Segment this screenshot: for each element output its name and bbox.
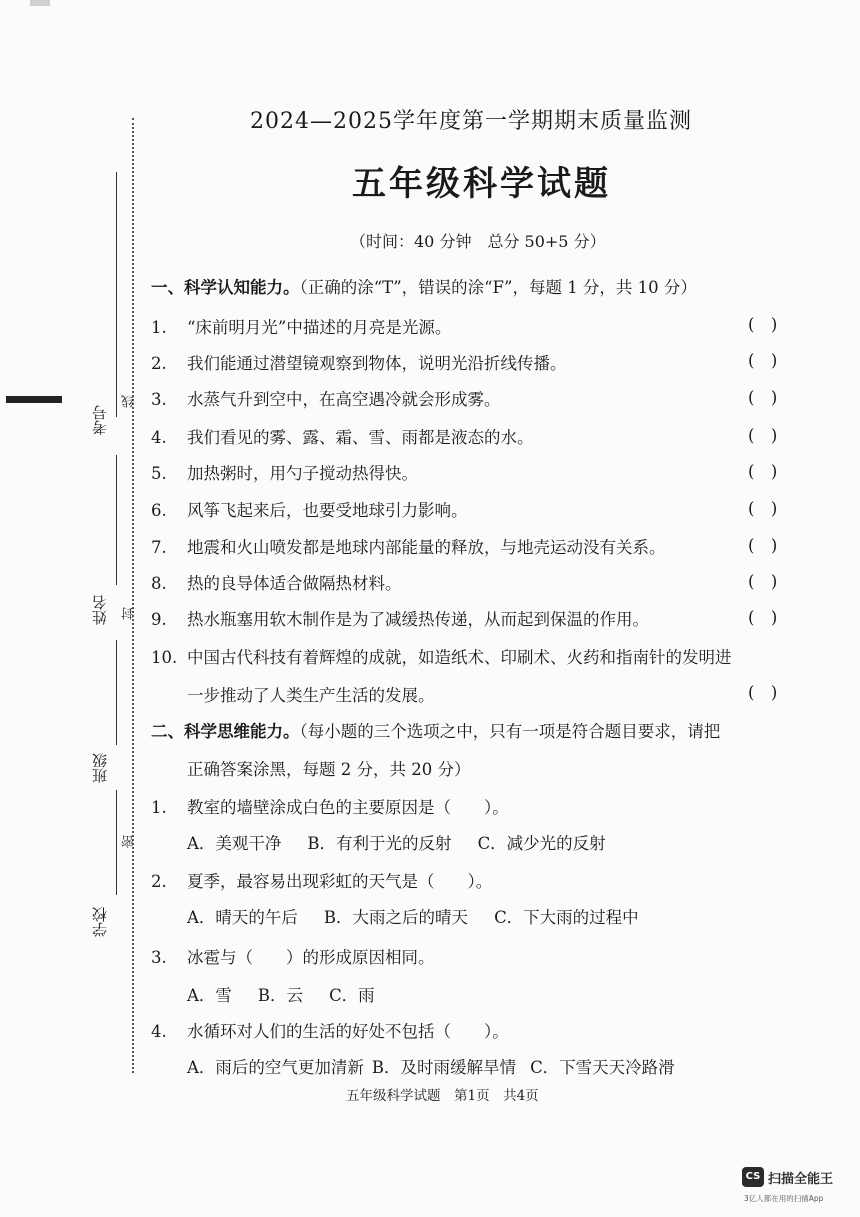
answer-paren[interactable]: ( ): [748, 499, 778, 518]
answer-paren[interactable]: ( ): [748, 536, 778, 555]
tf-item: 5. 加热粥时，用勺子搅动热得快。: [151, 464, 418, 483]
mc-options: [187, 982, 401, 1006]
answer-paren[interactable]: ( ): [748, 462, 778, 481]
option-b[interactable]: B．有利于光的反射: [307, 834, 452, 853]
school-blank-line-upper: [116, 790, 117, 895]
mc-options: [187, 904, 665, 928]
answer-paren[interactable]: ( ): [748, 572, 778, 591]
watermark-tagline: 3亿人都在用的扫描App: [744, 1194, 824, 1203]
tf-item: 1. “床前明月光”中描述的月亮是光源。: [151, 318, 452, 337]
option-a[interactable]: A．晴天的午后: [187, 908, 298, 927]
option-b[interactable]: B．及时雨缓解旱情: [371, 1058, 517, 1077]
answer-paren[interactable]: ( ): [748, 351, 778, 370]
section-2-heading: [151, 718, 720, 742]
option-c[interactable]: C．下雪天天冷路滑: [530, 1058, 675, 1077]
seal-mark-line: 线: [122, 395, 137, 409]
tf-item: 6. 风筝飞起来后，也要受地球引力影响。: [151, 501, 468, 520]
answer-paren[interactable]: ( ): [748, 315, 778, 334]
class-label: 班级: [91, 753, 109, 783]
section-2-note: （每小题的三个选项之中，只有一项是符合题目要求，请把: [299, 722, 721, 741]
tf-item: 7. 地震和火山喷发都是地球内部能量的释放，与地壳运动没有关系。: [151, 538, 666, 557]
answer-paren[interactable]: ( ): [748, 683, 778, 702]
option-a[interactable]: A．美观干净: [187, 834, 282, 853]
section-2-note-continuation: 正确答案涂黑，每题 2 分，共 20 分）: [187, 760, 471, 779]
option-c[interactable]: C．减少光的反射: [477, 834, 606, 853]
exam-time-score: （时间：40 分钟 总分 50+5 分）: [350, 232, 606, 251]
option-c[interactable]: C．雨: [329, 986, 375, 1005]
option-c[interactable]: C．下大雨的过程中: [494, 908, 639, 927]
section-1-heading: [151, 274, 697, 298]
scan-edge-mark: [30, 0, 50, 6]
scan-artifact-bar: [6, 396, 62, 403]
seal-mark-mi: 密: [122, 835, 137, 849]
tf-item: 10. 中国古代科技有着辉煌的成就，如造纸术、印刷术、火药和指南针的发明进: [151, 648, 732, 667]
option-a[interactable]: A．雨后的空气更加清新: [187, 1058, 364, 1077]
exam-year-title: 2024—2025学年度第一学期期末质量监测: [250, 109, 692, 134]
page-footer: 五年级科学试题 第1页 共4页: [346, 1088, 539, 1104]
answer-paren[interactable]: ( ): [748, 426, 778, 445]
answer-paren[interactable]: ( ): [748, 388, 778, 407]
mc-options: [187, 1054, 701, 1078]
option-a[interactable]: A．雪: [187, 986, 232, 1005]
tf-item: 9. 热水瓶塞用软木制作是为了减缓热传递，从而起到保温的作用。: [151, 610, 649, 629]
mc-options: [187, 830, 632, 854]
section-2-title: 二、科学思维能力。: [151, 722, 300, 741]
mc-question: 4. 水循环对人们的生活的好处不包括（ ）。: [151, 1022, 509, 1041]
answer-paren[interactable]: ( ): [748, 608, 778, 627]
seal-mark-feng: 封: [122, 607, 137, 621]
class-blank-line: [116, 640, 117, 745]
mc-question: 3. 冰雹与（ ）的形成原因相同。: [151, 948, 435, 967]
camscanner-logo-icon: CS: [742, 1167, 764, 1187]
mc-question: 1. 教室的墙壁涂成白色的主要原因是（ ）。: [151, 798, 509, 817]
name-label: 姓名: [91, 595, 109, 625]
section-1-title: 一、科学认知能力。: [151, 278, 300, 297]
exam-no-blank-line: [116, 172, 117, 417]
name-blank-line: [116, 455, 117, 585]
binding-dotted-line: [132, 118, 134, 1073]
mc-question: 2. 夏季，最容易出现彩虹的天气是（ ）。: [151, 872, 493, 891]
tf-item: 4. 我们看见的雾、露、霜、雪、雨都是液态的水。: [151, 428, 534, 447]
section-1-note: （正确的涂“T”，错误的涂“F”，每题 1 分，共 10 分）: [299, 278, 697, 297]
tf-item-continuation: 一步推动了人类生产生活的发展。: [187, 686, 435, 705]
school-label: 学校: [91, 907, 109, 937]
tf-item: 3. 水蒸气升到空中，在高空遇冷就会形成雾。: [151, 390, 501, 409]
exam-main-title: 五年级科学试题: [352, 164, 611, 204]
tf-item: 8. 热的良导体适合做隔热材料。: [151, 574, 402, 593]
option-b[interactable]: B．云: [257, 986, 304, 1005]
watermark-app-name: 扫描全能王: [768, 1172, 834, 1187]
option-b[interactable]: B．大雨之后的晴天: [323, 908, 469, 927]
exam-no-label: 考号: [91, 405, 109, 435]
tf-item: 2. 我们能通过潜望镜观察到物体，说明光沿折线传播。: [151, 354, 567, 373]
